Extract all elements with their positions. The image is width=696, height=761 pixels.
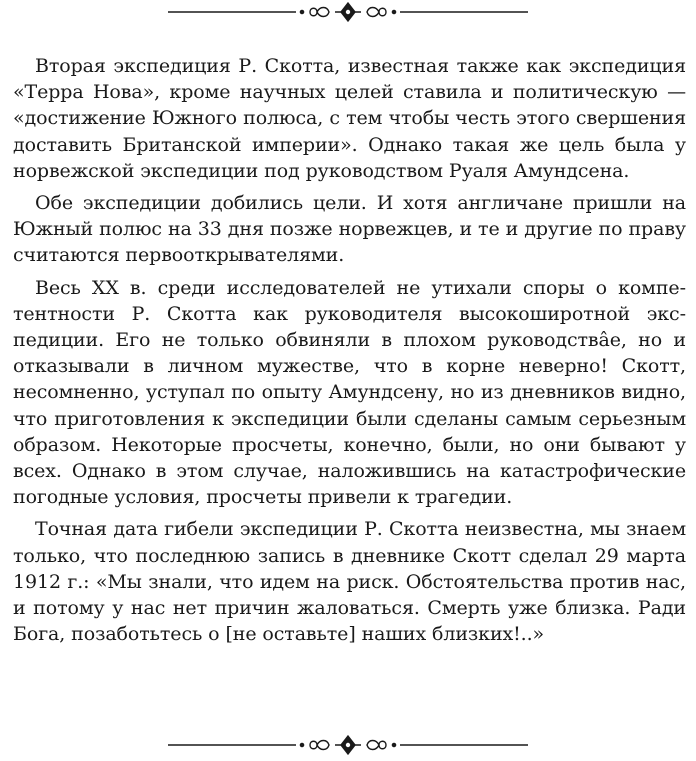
top-ornament-divider — [0, 0, 696, 24]
paragraph-expedition-goals: Вторая экспедиция Р. Скотта, известная также как экспедиция «Терра Нова», кроме научных целей ставила и политическую — «достижение Южного полюса, с тем чтобы честь этого свершения доставить Британской империи». Однако такая же цель была у норвежской экспедиции под руководством Руаля Амундсена. — [13, 55, 686, 182]
paragraph-last-diary-entry: Точная дата гибели экспедиции Р. Скотта неизвестна, мы знаем только, что последнюю запись в дневнике Скотт сделал 29 марта 1912 г.: «Мы знали, что идем на риск. Обстоятельства против нас, и потому у нас нет причин жаловаться. Смерть уже близка. Ради Бога, позаботьтесь о [не оставьте] наших близких!..» — [13, 518, 686, 646]
bottom-ornament-divider — [0, 733, 696, 757]
flourish-divider-icon — [168, 733, 528, 757]
paragraph-scott-competence-debate: Весь XX в. среди исследователей не утихали споры о компетентности Р. Скотта как руководителя высокоширотной экспедиции. Его не только обвиняли в плохом руководствâе, но и отказывали в личном мужестве, что в корне неверно! Скотт, несомненно, уступал по опыту Амундсену, но из дневников видно, что приготовления к экспедиции были сделаны самым серьезным образом. Некоторые просчеты, конечно, были, но они бывают у всех. Однако в этом случае, наложившись на катастрофические погодные условия, просчеты привели к трагедии. — [13, 276, 686, 509]
flourish-divider-icon — [168, 0, 528, 24]
article-body — [13, 53, 686, 653]
paragraph-both-reached-pole: Обе экспедиции добились цели. И хотя англичане пришли на Южный полюс на 33 дня позже норвежцев, и те и другие по праву считаются первооткрывателями. — [13, 192, 686, 267]
